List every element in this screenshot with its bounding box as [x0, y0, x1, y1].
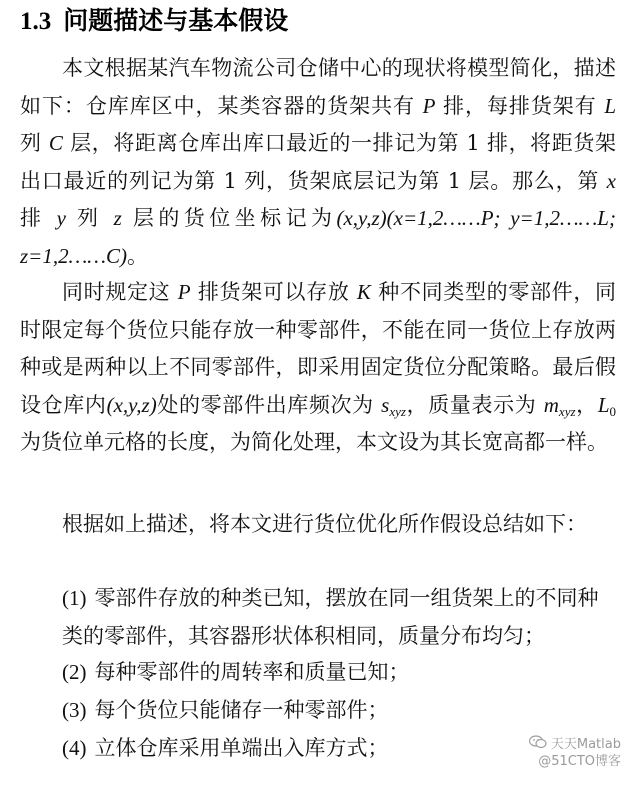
frequency-symbol	[381, 393, 406, 417]
assumption-text: 零部件存放的种类已知，摆放在同一组货架上的不同种类的零部件，其容器形状体积相同，质量分布均匀；	[62, 586, 599, 648]
watermark-channel: 天天Matlab	[550, 737, 621, 752]
variable-C: C	[48, 131, 63, 155]
length-symbol	[598, 393, 616, 417]
assumption-item-1	[62, 580, 618, 655]
symbol-base: L	[597, 392, 610, 417]
text-run: 列	[20, 131, 49, 155]
wechat-logo-icon	[529, 735, 547, 754]
watermark-source: @51CTO博客	[538, 754, 621, 769]
paragraph-model-description	[20, 50, 616, 275]
coordinate-expression: (x,y,z)	[336, 206, 387, 230]
text-run: ，质量表示为	[405, 392, 544, 417]
assumption-marker: (1)	[62, 586, 87, 610]
assumption-text: 每个货位只能储存一种零部件；	[94, 698, 389, 722]
text-run: 层的货位坐标记为	[121, 206, 337, 230]
text-run: 列	[65, 206, 114, 230]
assumption-text: 每种零部件的周转率和质量已知；	[94, 660, 410, 684]
assumption-marker: (3)	[62, 698, 87, 722]
variable-P: P	[177, 280, 191, 304]
text-run: ，	[575, 392, 598, 417]
text-run: 本文根据某汽车物流公司仓储中心的现状将模型简化，描述如下：仓库库区中，某类容器的货架共有	[20, 56, 616, 118]
text-run: 排货架可以存放	[190, 280, 357, 304]
symbol-subscript: xyz	[389, 403, 406, 419]
section-title: 问题描述与基本假设	[63, 6, 289, 35]
text-run: 排，每排货架有	[435, 93, 605, 118]
text-run: 。	[126, 243, 148, 268]
text-run: 同时规定这	[62, 280, 178, 304]
text-run: 排	[20, 206, 57, 230]
text-run: 为货位单元格的长度，为简化处理，本文设为其长宽高都一样。	[20, 430, 608, 454]
assumption-item-2	[62, 654, 618, 692]
variable-y: y	[56, 206, 66, 230]
paragraph-summary-intro	[20, 506, 616, 544]
text-run: 种不同类型的零部件，同时限定每个货位只能存放一种零部件，不能在同一货位上存放两种或是两种以上不同零部件，即采用固定货位分配策略。最后假设仓库内	[20, 280, 616, 417]
coordinate-ranges: (x=1,2……P; y=1,2……L; z=1,2……C)	[20, 206, 616, 268]
watermark	[529, 735, 621, 770]
assumption-marker: (2)	[62, 660, 87, 684]
variable-K: K	[356, 280, 371, 304]
variable-P: P	[422, 93, 436, 118]
coordinate-expression: (x,y,z)	[106, 392, 157, 417]
symbol-base: s	[381, 392, 390, 417]
variable-L: L	[604, 93, 616, 118]
text-run: 根据如上描述，将本文进行货位优化所作假设总结如下：	[62, 512, 587, 536]
symbol-subscript: 0	[609, 403, 617, 419]
variable-z: z	[113, 206, 122, 230]
text-run: 层，将距离仓库出库口最近的一排记为第 1 排，将距货架出口最近的列记为第 1 列，货架底层记为第 1 层。那么，第	[20, 131, 616, 193]
assumption-text: 立体仓库采用单端出入库方式；	[94, 736, 389, 760]
paragraph-storage-rules	[20, 274, 616, 462]
assumption-marker: (4)	[62, 736, 87, 760]
symbol-subscript: xyz	[558, 403, 576, 419]
variable-x: x	[606, 168, 616, 193]
symbol-base: m	[543, 392, 559, 417]
section-number: 1.3	[20, 8, 52, 35]
text-run: 处的零部件出库频次为	[156, 392, 382, 417]
mass-symbol	[544, 393, 576, 417]
assumption-item-3	[62, 692, 618, 730]
section-heading	[20, 4, 288, 39]
